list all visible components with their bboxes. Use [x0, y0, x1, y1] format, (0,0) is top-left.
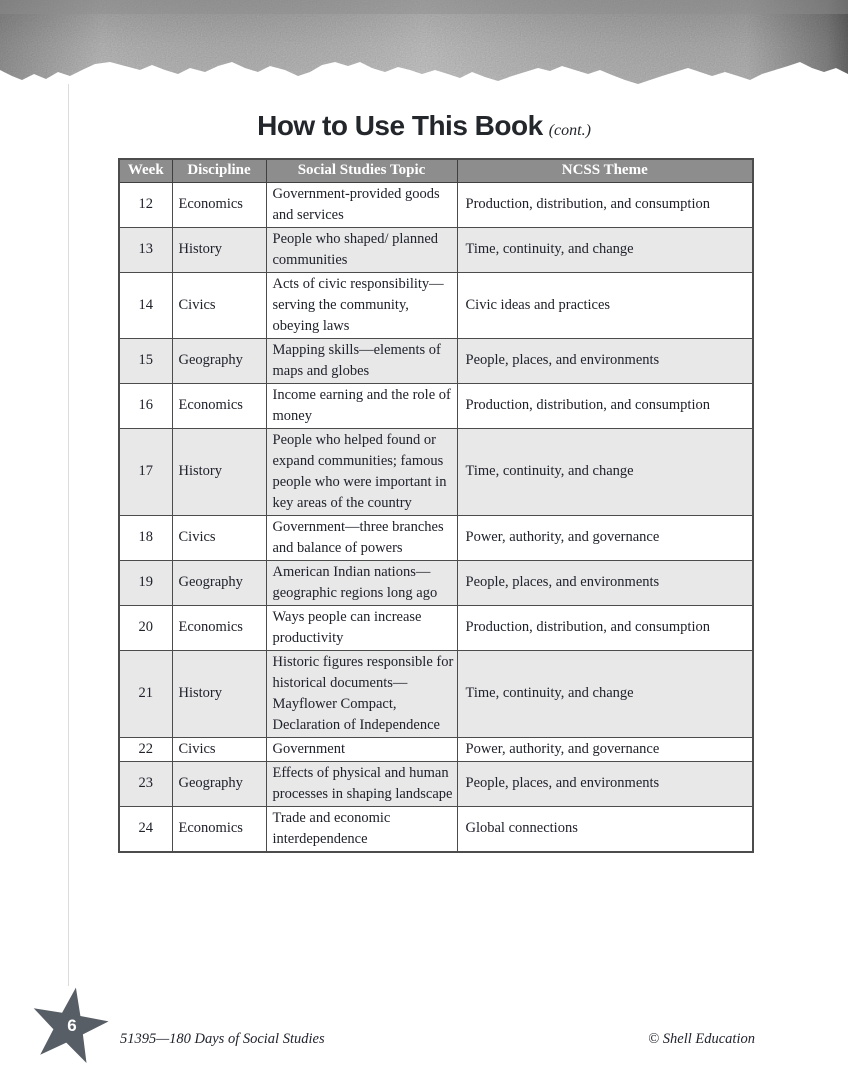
cell-discipline: Civics [172, 272, 266, 338]
cell-discipline: Civics [172, 737, 266, 761]
cell-week: 18 [119, 515, 172, 560]
table-row [119, 560, 753, 605]
page-title-text: How to Use This Book [257, 110, 543, 141]
cell-discipline: Economics [172, 806, 266, 852]
column-header-week: Week [119, 159, 172, 182]
table-row [119, 806, 753, 852]
table-row [119, 650, 753, 737]
cell-discipline: Civics [172, 515, 266, 560]
table-row [119, 272, 753, 338]
column-header-topic: Social Studies Topic [266, 159, 457, 182]
table-row [119, 428, 753, 515]
torn-paper-edge [0, 0, 848, 100]
footer-publisher: © Shell Education [648, 1031, 755, 1047]
curriculum-table [118, 158, 754, 853]
cell-topic: People who shaped/ planned communities [266, 227, 457, 272]
footer-book-id: 51395—180 Days of Social Studies [120, 1031, 325, 1047]
table-row [119, 182, 753, 227]
cell-topic: Trade and economic interdependence [266, 806, 457, 852]
cell-topic: Effects of physical and human processes in shaping landscape [266, 761, 457, 806]
table-row [119, 761, 753, 806]
cell-discipline: Geography [172, 560, 266, 605]
cell-discipline: History [172, 428, 266, 515]
cell-topic: Acts of civic responsibility—serving the community, obeying laws [266, 272, 457, 338]
cell-theme: Production, distribution, and consumption [457, 383, 753, 428]
cell-week: 15 [119, 338, 172, 383]
cell-theme: Power, authority, and governance [457, 515, 753, 560]
table-row [119, 605, 753, 650]
table-row [119, 383, 753, 428]
cell-theme: Production, distribution, and consumption [457, 182, 753, 227]
cell-week: 17 [119, 428, 172, 515]
cell-discipline: History [172, 227, 266, 272]
cell-theme: People, places, and environments [457, 761, 753, 806]
cell-theme: Time, continuity, and change [457, 650, 753, 737]
cell-topic: Mapping skills—elements of maps and globes [266, 338, 457, 383]
column-header-theme: NCSS Theme [457, 159, 753, 182]
cell-topic: Historic figures responsible for historical documents—Mayflower Compact, Declaration of Independence [266, 650, 457, 737]
table-row [119, 227, 753, 272]
cell-discipline: Economics [172, 182, 266, 227]
cell-topic: American Indian nations—geographic regions long ago [266, 560, 457, 605]
cell-theme: People, places, and environments [457, 560, 753, 605]
cell-topic: Ways people can increase productivity [266, 605, 457, 650]
cell-week: 19 [119, 560, 172, 605]
cell-theme: Time, continuity, and change [457, 227, 753, 272]
cell-discipline: Economics [172, 605, 266, 650]
cell-theme: People, places, and environments [457, 338, 753, 383]
table-row [119, 338, 753, 383]
cell-topic: Government—three branches and balance of powers [266, 515, 457, 560]
page-margin-line [68, 84, 69, 986]
cell-week: 24 [119, 806, 172, 852]
cell-theme: Civic ideas and practices [457, 272, 753, 338]
table-header-row [119, 159, 753, 182]
column-header-discipline: Discipline [172, 159, 266, 182]
cell-discipline: History [172, 650, 266, 737]
cell-week: 21 [119, 650, 172, 737]
cell-topic: People who helped found or expand communities; famous people who were important in key areas of the country [266, 428, 457, 515]
cell-theme: Production, distribution, and consumption [457, 605, 753, 650]
page-number-star [27, 985, 111, 1069]
cell-week: 12 [119, 182, 172, 227]
cell-week: 14 [119, 272, 172, 338]
table-row [119, 515, 753, 560]
page-number: 6 [67, 1016, 77, 1035]
cell-week: 22 [119, 737, 172, 761]
cell-week: 16 [119, 383, 172, 428]
table-body [119, 182, 753, 852]
cell-theme: Power, authority, and governance [457, 737, 753, 761]
cell-discipline: Geography [172, 761, 266, 806]
cell-topic: Government-provided goods and services [266, 182, 457, 227]
cell-theme: Time, continuity, and change [457, 428, 753, 515]
page-title [0, 110, 848, 142]
cell-topic: Government [266, 737, 457, 761]
cell-week: 20 [119, 605, 172, 650]
cell-discipline: Economics [172, 383, 266, 428]
table-row [119, 737, 753, 761]
cell-week: 13 [119, 227, 172, 272]
cell-theme: Global connections [457, 806, 753, 852]
cell-discipline: Geography [172, 338, 266, 383]
cell-week: 23 [119, 761, 172, 806]
cell-topic: Income earning and the role of money [266, 383, 457, 428]
page-title-cont: (cont.) [548, 122, 591, 139]
